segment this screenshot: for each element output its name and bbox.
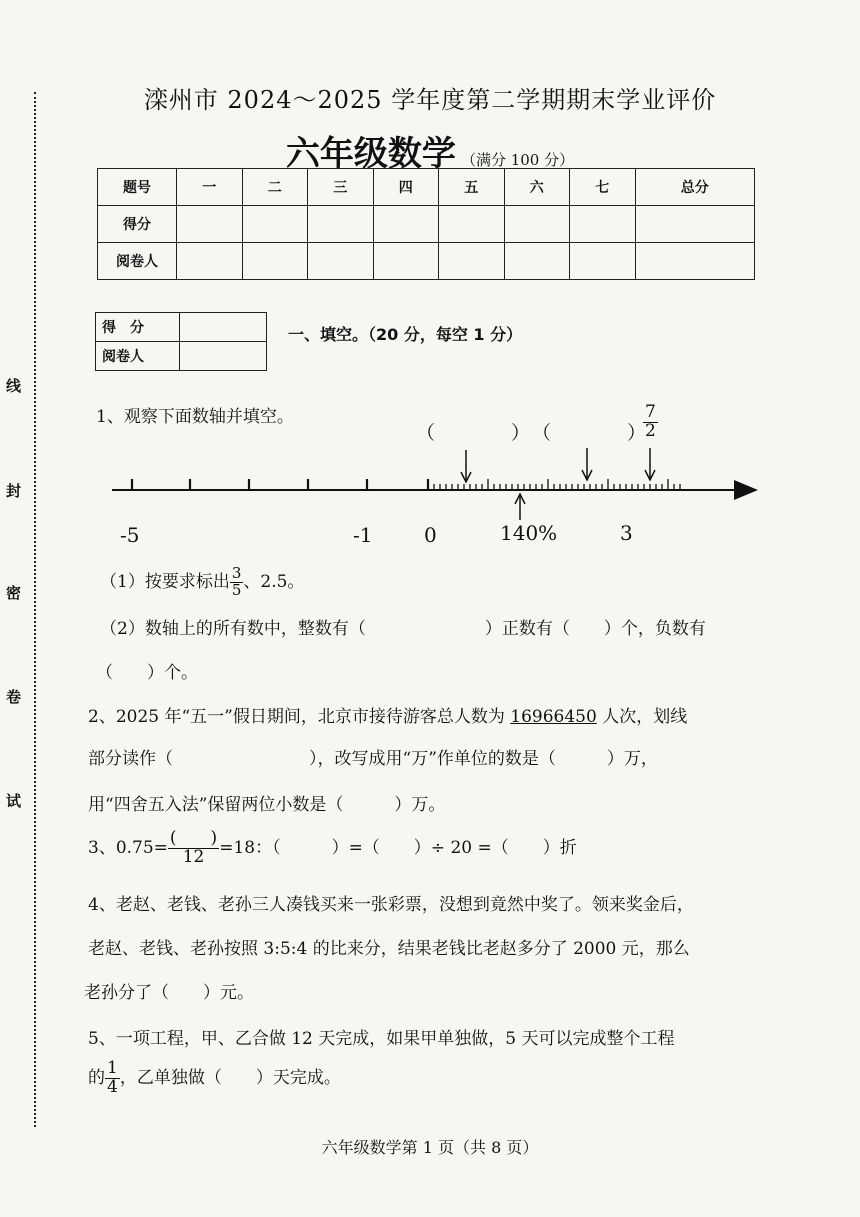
fraction-numerator: 7 bbox=[645, 402, 656, 422]
question-1-part-2: （2）数轴上的所有数中，整数有（ ）正数有（ ）个，负数有 bbox=[100, 619, 706, 639]
question-1-part-1 bbox=[100, 566, 304, 599]
question-5-line-2 bbox=[88, 1060, 341, 1097]
page-footer: 六年级数学第 1 页（共 8 页） bbox=[321, 1138, 539, 1157]
header-cell: 总分 bbox=[635, 169, 755, 206]
answer-blank[interactable]: （ ） bbox=[416, 422, 531, 444]
part-text: （1）按要求标出 bbox=[100, 571, 230, 592]
row-label: 得分 bbox=[98, 206, 177, 243]
header-cell: 三 bbox=[308, 169, 374, 206]
side-label: 封 bbox=[6, 482, 22, 500]
question-text: =18：（ ）=（ ）÷ 20 =（ ）折 bbox=[219, 837, 577, 858]
question-text: 3、0.75= bbox=[88, 837, 168, 858]
header-cell: 七 bbox=[570, 169, 636, 206]
side-label: 线 bbox=[6, 377, 22, 395]
question-2-line-3: 用“四舍五入法”保留两位小数是（ ）万。 bbox=[88, 795, 446, 815]
axis-label: 3 bbox=[620, 521, 633, 545]
axis-label: 0 bbox=[424, 523, 437, 547]
fraction-denominator: 2 bbox=[645, 420, 656, 441]
header-cell: 题号 bbox=[98, 169, 177, 206]
question-4-line-2: 老赵、老钱、老孙按照 3:5:4 的比来分，结果老钱比老赵多分了 2000 元，那么 bbox=[88, 939, 690, 959]
axis-label: -1 bbox=[353, 523, 373, 547]
row-label: 阅卷人 bbox=[98, 243, 177, 280]
question-5-line-1: 5、一项工程，甲、乙合做 12 天完成，如果甲单独做，5 天可以完成整个工程 bbox=[88, 1029, 675, 1049]
question-text: 人次，划线 bbox=[596, 707, 688, 727]
question-text: 2、2025 年“五一”假日期间，北京市接待游客总人数为 bbox=[88, 707, 511, 727]
axis-label: 140% bbox=[500, 521, 558, 545]
question-text: 的 bbox=[88, 1067, 105, 1088]
question-1-part-2-cont: （ ）个。 bbox=[96, 663, 198, 683]
full-score: （满分 100 分） bbox=[460, 151, 575, 169]
fraction-numerator: 3 bbox=[231, 564, 242, 582]
fraction-denominator: 5 bbox=[231, 580, 242, 599]
header-cell: 五 bbox=[439, 169, 505, 206]
grader-label: 阅卷人 bbox=[96, 342, 180, 371]
part-text: 、2.5。 bbox=[243, 571, 305, 592]
header-cell: 六 bbox=[504, 169, 570, 206]
question-2-line-2: 部分读作（ ），改写成用“万”作单位的数是（ ）万， bbox=[88, 749, 658, 769]
side-label: 试 bbox=[6, 792, 22, 810]
question-4-line-1: 4、老赵、老钱、老孙三人凑钱买来一张彩票，没想到竟然中奖了。领来奖金后， bbox=[88, 895, 694, 915]
fraction-numerator[interactable]: ( ) bbox=[169, 828, 218, 848]
answer-blank[interactable]: （ ） bbox=[532, 422, 647, 444]
question-2-line-1 bbox=[88, 702, 687, 727]
fraction-numerator: 1 bbox=[107, 1058, 118, 1078]
header-cell: 四 bbox=[373, 169, 439, 206]
fraction-denominator: 4 bbox=[107, 1076, 118, 1097]
header-cell: 二 bbox=[242, 169, 308, 206]
axis-label: -5 bbox=[120, 523, 140, 547]
question-3 bbox=[88, 830, 577, 867]
fraction-denominator: 12 bbox=[182, 846, 205, 867]
header-cell: 一 bbox=[177, 169, 243, 206]
question-4-line-3: 老孙分了（ ）元。 bbox=[84, 983, 254, 1003]
side-label: 卷 bbox=[6, 688, 22, 706]
underlined-number: 16966450 bbox=[510, 707, 597, 727]
exam-title: 滦州市 2024～2025 学年度第二学期期末学业评价 bbox=[143, 86, 717, 114]
score-label: 得 分 bbox=[96, 313, 180, 342]
side-label: 密 bbox=[6, 584, 22, 602]
subject-title: 六年级数学 bbox=[285, 134, 456, 174]
section-title: 一、填空。（20 分，每空 1 分） bbox=[288, 325, 523, 344]
question-text: ，乙单独做（ ）天完成。 bbox=[119, 1067, 341, 1088]
question-1-text: 1、观察下面数轴并填空。 bbox=[96, 407, 294, 427]
